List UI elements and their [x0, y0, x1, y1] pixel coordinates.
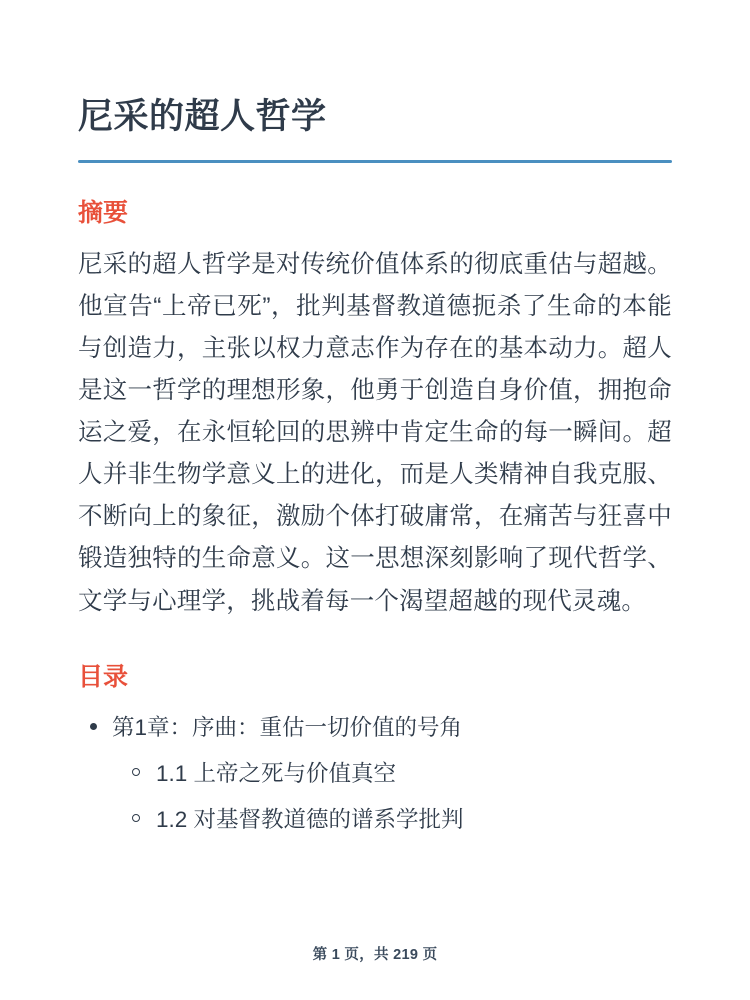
- toc-section-label: 1.1 上帝之死与价值真空: [156, 760, 397, 786]
- abstract-body: 尼采的超人哲学是对传统价值体系的彻底重估与超越。他宣告“上帝已死”，批判基督教道德扼杀了生命的本能与创造力，主张以权力意志作为存在的基本动力。超人是这一哲学的理想形象，他勇于创造自身价值，拥抱命运之爱，在永恒轮回的思辨中肯定生命的每一瞬间。超人并非生物学意义上的进化，而是人类精神自我克服、不断向上的象征，激励个体打破庸常，在痛苦与狂喜中锻造独特的生命意义。这一思想深刻影响了现代哲学、文学与心理学，挑战着每一个渴望超越的现代灵魂。: [78, 250, 672, 615]
- toc-section-item[interactable]: [156, 757, 672, 791]
- bullet-ring-icon: [132, 768, 140, 776]
- toc-chapter-label: 第1章：序曲：重估一切价值的号角: [112, 715, 463, 741]
- toc-section-item[interactable]: [156, 803, 672, 837]
- toc-sublist: [112, 757, 672, 837]
- page-title: 尼采的超人哲学: [78, 97, 327, 136]
- abstract-heading: 摘要: [78, 199, 129, 227]
- bullet-dot-icon: [90, 723, 97, 730]
- toc-section-label: 1.2 对基督教道德的谱系学批判: [156, 806, 464, 832]
- toc-list: [78, 711, 672, 836]
- title-divider: [78, 160, 672, 163]
- bullet-ring-icon: [132, 814, 140, 822]
- toc-chapter-item[interactable]: [112, 711, 672, 836]
- toc-heading: 目录: [78, 662, 129, 691]
- page-footer: 第 1 页，共 219 页: [312, 947, 438, 963]
